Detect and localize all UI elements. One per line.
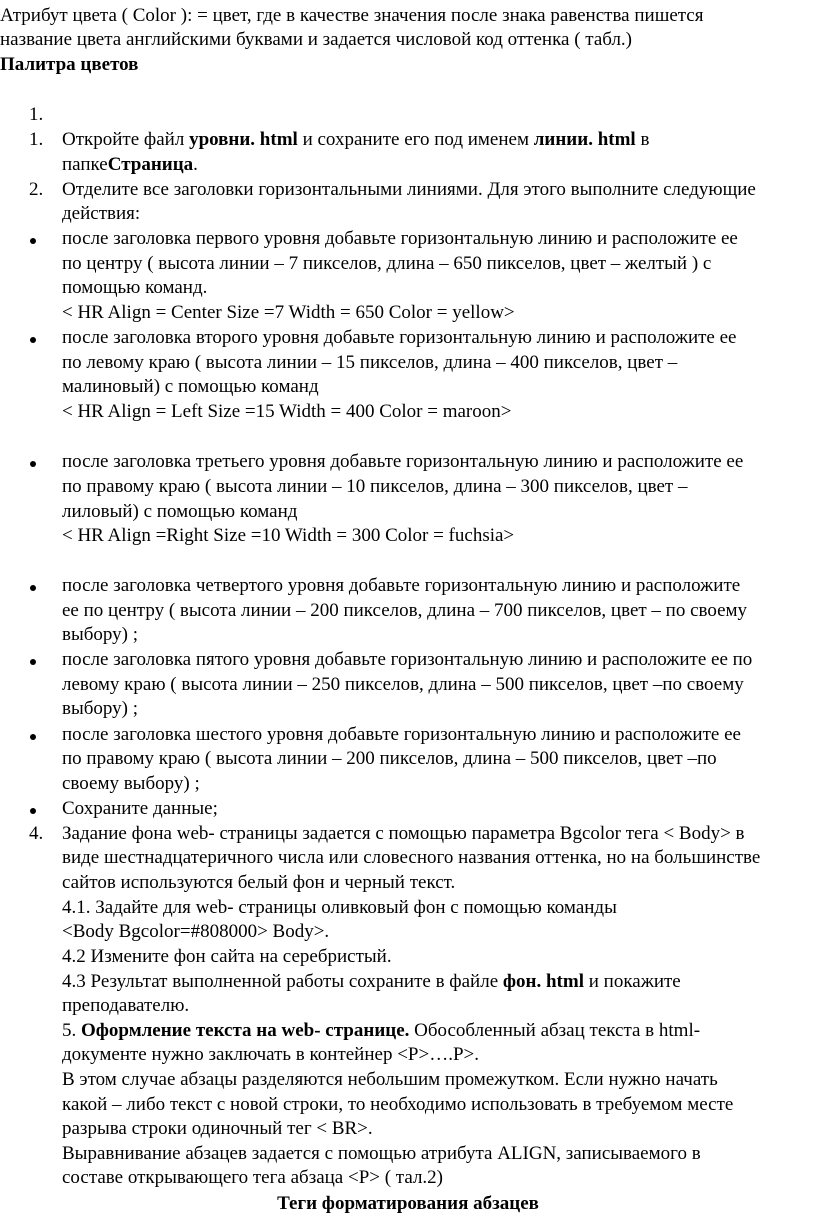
intro-line-2: название цвета английскими буквами и задается числовой код оттенка ( табл.): [0, 29, 633, 50]
bullet3-line-2: по правому краю ( высота линии – 10 пикселов, длина – 300 пикселов, цвет –: [62, 476, 688, 497]
bullet3-line-1: после заголовка третьего уровня добавьте горизонтальную линию и расположите ее: [62, 451, 744, 472]
bullet-icon: [30, 734, 36, 740]
bullet-icon: [30, 337, 36, 343]
item1-line-1: Откройте файл уровни. html и сохраните его под именем линии. html в: [62, 129, 650, 150]
item5-line-6: Выравнивание абзацев задается с помощью атрибута ALIGN, записываемого в: [62, 1143, 701, 1164]
intro-line-1: Атрибут цвета ( Color ): = цвет, где в качестве значения после знака равенства пишется: [0, 5, 704, 26]
item4-3-line-1: 4.3 Результат выполненной работы сохраните в файле фон. html и покажите: [62, 971, 681, 992]
bullet-icon: [30, 461, 36, 467]
bullet2-line-3: малиновый) с помощью команд: [62, 376, 319, 397]
item4-3-line-2: преподавателю.: [62, 995, 190, 1016]
item5-line-4: какой – либо текст с новой строки, то необходимо использовать в требуемом месте: [62, 1094, 734, 1115]
bullet5-line-1: после заголовка пятого уровня добавьте горизонтальную линию и расположите ее по: [62, 649, 753, 670]
bullet6-line-3: своему выбору) ;: [62, 773, 200, 794]
bullet2-line-1: после заголовка второго уровня добавьте горизонтальную линию и расположите ее: [62, 327, 737, 348]
bullet-icon: [30, 808, 36, 814]
item5-title: Оформление текста на web- странице.: [81, 1020, 410, 1041]
item4-line-1: Задание фона web- страницы задается с помощью параметра Bgcolor тега < Body> в: [62, 823, 745, 844]
bullet5-line-2: левому краю ( высота линии – 250 пикселов, длина – 500 пикселов, цвет –по своему: [62, 674, 744, 695]
bullet-icon: [30, 238, 36, 244]
bullet4-line-2: ее по центру ( высота линии – 200 пикселов, длина – 700 пикселов, цвет – по своему: [62, 600, 748, 621]
list-number: 1.: [29, 129, 44, 150]
bullet2-code: < HR Align = Left Size =15 Width = 400 Color = maroon>: [62, 401, 512, 422]
item5-line-7: составе открывающего тега абзаца <P> ( тал.2): [62, 1167, 444, 1188]
item5-line-1: 5. Оформление текста на web- странице. Обособленный абзац текста в html-: [62, 1020, 701, 1041]
list-number: 4.: [29, 823, 44, 844]
item4-line-2: виде шестнадцатеричного числа или словесного названия оттенка, но на большинстве: [62, 847, 761, 868]
item5-line-3: В этом случае абзацы разделяются небольшим промежутком. Если нужно начать: [62, 1069, 718, 1090]
item2-line-2: действия:: [62, 203, 141, 224]
item4-1-line-1: 4.1. Задайте для web- страницы оливковый фон с помощью команды: [62, 897, 617, 918]
palette-heading: Палитра цветов: [0, 54, 139, 75]
bullet-icon: [30, 585, 36, 591]
item4-line-3: сайтов используются белый фон и черный текст.: [62, 872, 456, 893]
bullet5-line-3: выбору) ;: [62, 698, 139, 719]
item1-line-2: папкеСтраница.: [62, 154, 198, 175]
bullet1-code: < HR Align = Center Size =7 Width = 650 Color = yellow>: [62, 302, 515, 323]
bullet7-line-1: Сохраните данные;: [62, 798, 218, 819]
item5-line-5: разрыва строки одиночный тег < BR>.: [62, 1118, 373, 1139]
item5-line-2: документе нужно заключать в контейнер <P>….P>.: [62, 1044, 479, 1065]
folder-name: Страница: [107, 154, 194, 175]
filename-background: фон. html: [502, 971, 584, 992]
bullet-icon: [30, 659, 36, 665]
list-number: 2.: [29, 179, 44, 200]
filename-lines: линии. html: [533, 129, 636, 150]
table-heading: Теги форматирования абзацев: [277, 1193, 539, 1214]
bullet3-code: < HR Align =Right Size =10 Width = 300 Color = fuchsia>: [62, 525, 515, 546]
bullet4-line-3: выбору) ;: [62, 624, 139, 645]
bullet3-line-3: лиловый) с помощью команд: [62, 501, 298, 522]
bullet4-line-1: после заголовка четвертого уровня добавьте горизонтальную линию и расположите: [62, 575, 741, 596]
bullet6-line-1: после заголовка шестого уровня добавьте горизонтальную линию и расположите ее: [62, 724, 741, 745]
item4-1-line-2: <Body Bgcolor=#808000> Body>.: [62, 921, 330, 942]
list-number: 1.: [29, 104, 44, 125]
bullet6-line-2: по правому краю ( высота линии – 200 пикселов, длина – 500 пикселов, цвет –по: [62, 748, 717, 769]
item4-2: 4.2 Измените фон сайта на серебристый.: [62, 946, 392, 967]
filename-levels: уровни. html: [189, 129, 298, 150]
bullet1-line-1: после заголовка первого уровня добавьте горизонтальную линию и расположите ее: [62, 228, 738, 249]
item2-line-1: Отделите все заголовки горизонтальными линиями. Для этого выполните следующие: [62, 179, 756, 200]
bullet1-line-2: по центру ( высота линии – 7 пикселов, длина – 650 пикселов, цвет – желтый ) с: [62, 253, 712, 274]
bullet1-line-3: помощью команд.: [62, 277, 208, 298]
bullet2-line-2: по левому краю ( высота линии – 15 пикселов, длина – 400 пикселов, цвет –: [62, 352, 678, 373]
